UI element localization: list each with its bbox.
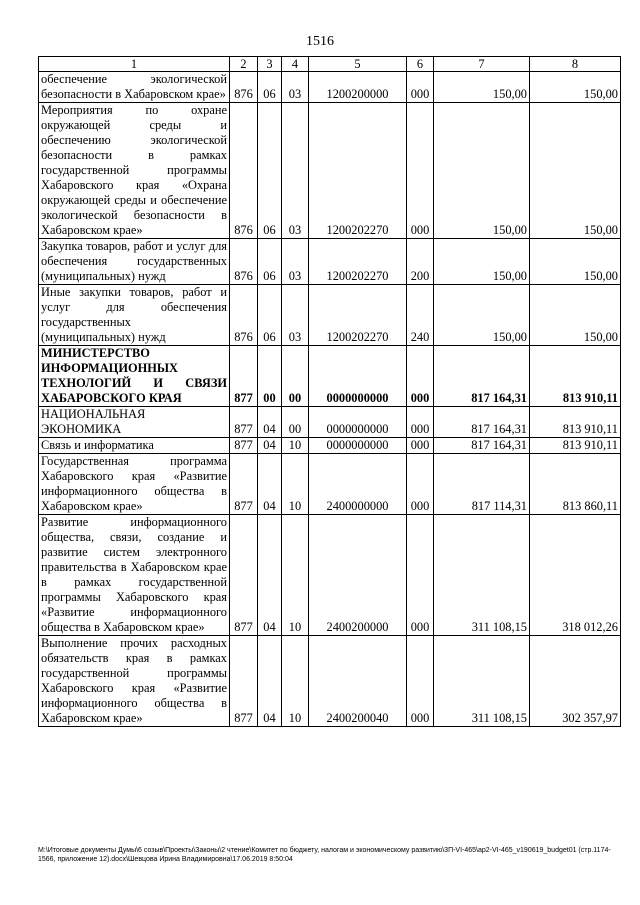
cell-c7: 150,00 [434, 103, 530, 239]
budget-table [38, 56, 621, 727]
cell-c2: 877 [230, 407, 258, 438]
page-number: 1516 [306, 34, 334, 49]
cell-c8: 150,00 [530, 239, 621, 285]
cell-c5: 2400200000 [309, 515, 407, 636]
document-path-footer: M:\Итоговые документы Думы\6 созыв\Проекты\Законы\2 чтение\Комитет по бюджету, налогам и экономическому развитию\3П-VI-465\ap2-VI-465_v190619_budget01 (стр.1174-1566, приложение 12).docx\Шевцова Ирина Владимировна\17.06.2019 8:50:04 [38, 847, 611, 863]
cell-c8: 302 357,97 [530, 636, 621, 727]
cell-c7: 150,00 [434, 239, 530, 285]
cell-c2: 876 [230, 239, 258, 285]
table-row [39, 454, 621, 515]
cell-c7: 311 108,15 [434, 636, 530, 727]
row-name: НАЦИОНАЛЬНАЯ ЭКОНОМИКА [39, 407, 230, 438]
cell-c2: 877 [230, 515, 258, 636]
cell-c3: 06 [258, 239, 282, 285]
row-name: Развитие информационного общества, связи, создание и развитие систем электронного правительства в Хабаровском крае в рамках государственной программы Хабаровского края «Развитие информационного общества в Хабаровском крае» [39, 515, 230, 636]
row-name: Государственная программа Хабаровского края «Развитие информационного общества в Хабаровском крае» [39, 454, 230, 515]
cell-c7: 817 164,31 [434, 438, 530, 454]
cell-c2: 877 [230, 346, 258, 407]
column-header: 2 [230, 57, 258, 72]
table-row [39, 636, 621, 727]
cell-c6: 000 [407, 103, 434, 239]
cell-c8: 813 910,11 [530, 346, 621, 407]
cell-c3: 00 [258, 346, 282, 407]
column-header: 6 [407, 57, 434, 72]
cell-c4: 00 [282, 407, 309, 438]
cell-c7: 311 108,15 [434, 515, 530, 636]
cell-c4: 10 [282, 515, 309, 636]
column-header: 4 [282, 57, 309, 72]
cell-c2: 877 [230, 636, 258, 727]
cell-c6: 240 [407, 285, 434, 346]
row-name: Иные закупки товаров, работ и услуг для обеспечения государственных (муниципальных) нужд [39, 285, 230, 346]
cell-c8: 813 910,11 [530, 407, 621, 438]
cell-c5: 2400000000 [309, 454, 407, 515]
cell-c5: 1200202270 [309, 239, 407, 285]
cell-c6: 000 [407, 438, 434, 454]
row-name: обеспечение экологической безопасности в Хабаровском крае» [39, 72, 230, 103]
cell-c2: 877 [230, 454, 258, 515]
column-header: 3 [258, 57, 282, 72]
row-name: Выполнение прочих расходных обязательств края в рамках государственной программы Хабаровского края «Развитие информационного общества в Хабаровском крае» [39, 636, 230, 727]
cell-c6: 000 [407, 515, 434, 636]
cell-c4: 10 [282, 438, 309, 454]
table-row [39, 285, 621, 346]
cell-c5: 1200202270 [309, 285, 407, 346]
cell-c4: 03 [282, 239, 309, 285]
cell-c2: 877 [230, 438, 258, 454]
cell-c3: 04 [258, 454, 282, 515]
cell-c7: 150,00 [434, 285, 530, 346]
cell-c8: 318 012,26 [530, 515, 621, 636]
column-header: 8 [530, 57, 621, 72]
cell-c7: 817 164,31 [434, 407, 530, 438]
cell-c2: 876 [230, 72, 258, 103]
cell-c7: 817 164,31 [434, 346, 530, 407]
row-name: Закупка товаров, работ и услуг для обеспечения государственных (муниципальных) нужд [39, 239, 230, 285]
table-row [39, 346, 621, 407]
cell-c7: 817 114,31 [434, 454, 530, 515]
cell-c3: 06 [258, 103, 282, 239]
cell-c6: 000 [407, 407, 434, 438]
cell-c5: 0000000000 [309, 407, 407, 438]
row-name: МИНИСТЕРСТВО ИНФОРМАЦИОННЫХ ТЕХНОЛОГИЙ И СВЯЗИ ХАБАРОВСКОГО КРАЯ [39, 346, 230, 407]
cell-c8: 150,00 [530, 72, 621, 103]
cell-c4: 03 [282, 285, 309, 346]
cell-c6: 000 [407, 636, 434, 727]
cell-c6: 000 [407, 346, 434, 407]
cell-c7: 150,00 [434, 72, 530, 103]
column-header: 1 [39, 57, 230, 72]
table-row [39, 103, 621, 239]
cell-c2: 876 [230, 285, 258, 346]
cell-c3: 04 [258, 636, 282, 727]
cell-c3: 04 [258, 407, 282, 438]
cell-c8: 150,00 [530, 285, 621, 346]
cell-c5: 1200200000 [309, 72, 407, 103]
cell-c2: 876 [230, 103, 258, 239]
cell-c6: 200 [407, 239, 434, 285]
table-row [39, 438, 621, 454]
cell-c6: 000 [407, 72, 434, 103]
cell-c5: 0000000000 [309, 438, 407, 454]
cell-c3: 06 [258, 72, 282, 103]
table-row [39, 407, 621, 438]
row-name: Мероприятия по охране окружающей среды и обеспечению экологической безопасности в рамках государственной программы Хабаровского края «Охрана окружающей среды и обеспечение экологической безопасности в Хабаровском крае» [39, 103, 230, 239]
column-header: 5 [309, 57, 407, 72]
cell-c8: 150,00 [530, 103, 621, 239]
cell-c4: 00 [282, 346, 309, 407]
cell-c4: 10 [282, 454, 309, 515]
column-header: 7 [434, 57, 530, 72]
table-header-row [39, 57, 621, 72]
cell-c4: 03 [282, 103, 309, 239]
cell-c3: 04 [258, 515, 282, 636]
cell-c5: 2400200040 [309, 636, 407, 727]
cell-c3: 04 [258, 438, 282, 454]
table-row [39, 239, 621, 285]
cell-c5: 1200202270 [309, 103, 407, 239]
cell-c8: 813 860,11 [530, 454, 621, 515]
row-name: Связь и информатика [39, 438, 230, 454]
cell-c4: 03 [282, 72, 309, 103]
cell-c4: 10 [282, 636, 309, 727]
cell-c6: 000 [407, 454, 434, 515]
table-row [39, 515, 621, 636]
cell-c5: 0000000000 [309, 346, 407, 407]
table-row [39, 72, 621, 103]
cell-c3: 06 [258, 285, 282, 346]
cell-c8: 813 910,11 [530, 438, 621, 454]
